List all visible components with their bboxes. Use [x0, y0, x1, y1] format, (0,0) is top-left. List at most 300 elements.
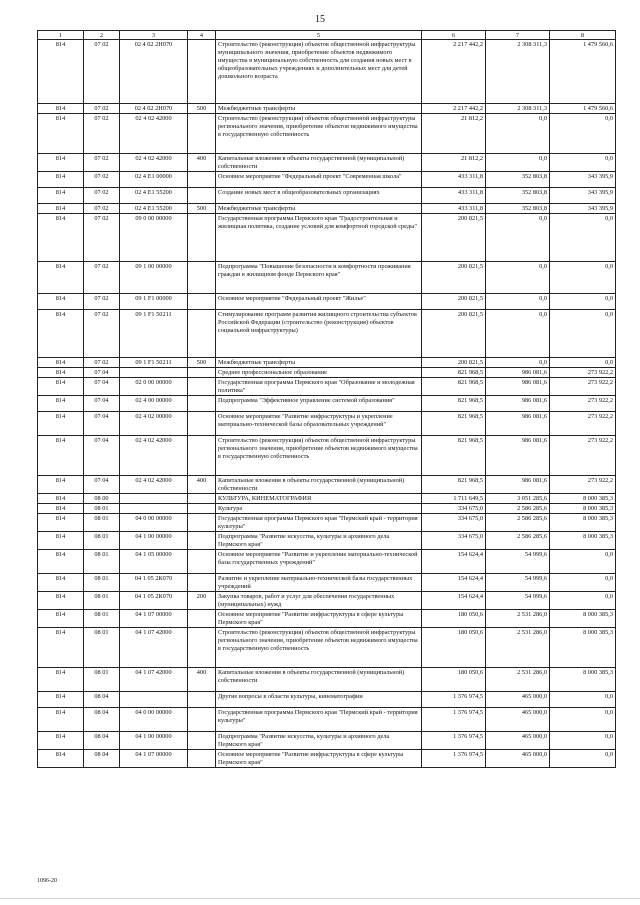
cell-target-article: 04 1 05 2К070: [120, 574, 188, 592]
cell-amount-3: 0,0: [550, 750, 616, 768]
cell-name: Государственная программа Пермского края "Пермский край - территория культуры": [216, 708, 422, 732]
cell-admin-code: 814: [38, 436, 84, 476]
cell-amount-1: 1 711 649,5: [422, 494, 486, 504]
cell-amount-3: 0,0: [550, 550, 616, 574]
cell-admin-code: 814: [38, 368, 84, 378]
cell-section: 08 04: [84, 692, 120, 708]
cell-amount-3: 343 395,9: [550, 188, 616, 204]
cell-expense-type: 500: [188, 358, 216, 368]
cell-expense-type: [188, 310, 216, 358]
cell-section: 08 01: [84, 504, 120, 514]
cell-amount-2: 2 586 285,6: [486, 532, 550, 550]
cell-expense-type: 400: [188, 154, 216, 172]
cell-expense-type: [188, 396, 216, 412]
cell-name: Государственная программа Пермского края "Пермский край - территория культуры": [216, 514, 422, 532]
cell-admin-code: 814: [38, 494, 84, 504]
cell-amount-3: 273 922,2: [550, 368, 616, 378]
cell-admin-code: 814: [38, 114, 84, 154]
cell-section: 07 02: [84, 214, 120, 262]
cell-amount-1: 180 050,6: [422, 668, 486, 692]
cell-name: Подпрограмма "Развитие искусства, культуры и архивного дела Пермского края": [216, 532, 422, 550]
cell-amount-3: 8 000 385,3: [550, 504, 616, 514]
cell-admin-code: 814: [38, 750, 84, 768]
table-row: [38, 412, 616, 436]
column-header: 4: [188, 31, 216, 40]
cell-admin-code: 814: [38, 358, 84, 368]
cell-admin-code: 814: [38, 204, 84, 214]
cell-section: 08 01: [84, 610, 120, 628]
cell-amount-1: 200 821,5: [422, 294, 486, 310]
cell-amount-1: 821 968,5: [422, 412, 486, 436]
cell-name: Строительство (реконструкция) объектов общественной инфраструктуры регионального значения, приобретение объектов недвижимого имущества в государственную собственность: [216, 628, 422, 668]
cell-amount-1: 154 624,4: [422, 574, 486, 592]
cell-section: 07 02: [84, 40, 120, 104]
cell-amount-2: 2 531 286,0: [486, 628, 550, 668]
cell-amount-3: 0,0: [550, 358, 616, 368]
cell-expense-type: 200: [188, 592, 216, 610]
table-row: [38, 204, 616, 214]
cell-target-article: 04 1 00 00000: [120, 732, 188, 750]
cell-section: 07 02: [84, 310, 120, 358]
cell-amount-2: 54 999,6: [486, 592, 550, 610]
cell-name: Капитальные вложения в объекты государственной (муниципальной) собственности: [216, 476, 422, 494]
cell-expense-type: [188, 610, 216, 628]
cell-section: 08 04: [84, 708, 120, 732]
cell-admin-code: 814: [38, 396, 84, 412]
cell-amount-3: 0,0: [550, 732, 616, 750]
cell-amount-3: 0,0: [550, 692, 616, 708]
cell-admin-code: 814: [38, 40, 84, 104]
cell-amount-1: 821 968,5: [422, 436, 486, 476]
cell-amount-3: 8 000 385,3: [550, 532, 616, 550]
cell-section: 07 02: [84, 154, 120, 172]
cell-expense-type: [188, 532, 216, 550]
cell-amount-3: 273 922,2: [550, 476, 616, 494]
cell-target-article: 02 4 02 42000: [120, 114, 188, 154]
cell-amount-3: 0,0: [550, 310, 616, 358]
cell-amount-2: 0,0: [486, 294, 550, 310]
cell-section: 07 04: [84, 436, 120, 476]
cell-admin-code: 814: [38, 378, 84, 396]
cell-amount-1: 433 311,8: [422, 204, 486, 214]
cell-amount-2: 2 586 285,6: [486, 514, 550, 532]
cell-name: Капитальные вложения в объекты государственной (муниципальной) собственности: [216, 154, 422, 172]
cell-amount-2: 0,0: [486, 114, 550, 154]
cell-amount-1: 200 821,5: [422, 358, 486, 368]
cell-amount-3: 0,0: [550, 214, 616, 262]
cell-amount-3: 8 000 385,3: [550, 668, 616, 692]
cell-target-article: 04 1 07 42000: [120, 628, 188, 668]
cell-target-article: [120, 494, 188, 504]
cell-admin-code: 814: [38, 294, 84, 310]
cell-target-article: 09 1 F1 50211: [120, 310, 188, 358]
column-header: 1: [38, 31, 84, 40]
cell-expense-type: [188, 172, 216, 188]
column-header: 2: [84, 31, 120, 40]
table-row: [38, 294, 616, 310]
cell-amount-1: 433 311,8: [422, 188, 486, 204]
cell-target-article: 09 1 F1 50211: [120, 358, 188, 368]
cell-name: Строительство (реконструкция) объектов общественной инфраструктуры регионального значения, приобретение объектов недвижимого имущества в государственную собственность: [216, 436, 422, 476]
cell-amount-1: 154 624,4: [422, 592, 486, 610]
table-row: [38, 172, 616, 188]
cell-amount-3: 0,0: [550, 154, 616, 172]
table-row: [38, 214, 616, 262]
cell-target-article: 02 4 02 42000: [120, 154, 188, 172]
cell-admin-code: 814: [38, 628, 84, 668]
cell-admin-code: 814: [38, 214, 84, 262]
cell-target-article: 02 4 02 00000: [120, 412, 188, 436]
cell-admin-code: 814: [38, 668, 84, 692]
cell-amount-2: 986 081,6: [486, 476, 550, 494]
table-row: [38, 592, 616, 610]
cell-section: 07 02: [84, 204, 120, 214]
cell-amount-2: 986 081,6: [486, 368, 550, 378]
cell-expense-type: [188, 294, 216, 310]
cell-expense-type: [188, 494, 216, 504]
cell-amount-2: 2 586 285,6: [486, 504, 550, 514]
cell-target-article: 02 4 Е1 00000: [120, 172, 188, 188]
table-row: [38, 628, 616, 668]
cell-amount-1: 821 968,5: [422, 378, 486, 396]
cell-section: 07 02: [84, 104, 120, 114]
column-header: 7: [486, 31, 550, 40]
page-number: 15: [315, 14, 325, 25]
cell-amount-3: 273 922,2: [550, 436, 616, 476]
table-row: [38, 750, 616, 768]
cell-expense-type: [188, 550, 216, 574]
cell-target-article: 04 1 07 00000: [120, 610, 188, 628]
cell-admin-code: 814: [38, 592, 84, 610]
cell-name: КУЛЬТУРА, КИНЕМАТОГРАФИЯ: [216, 494, 422, 504]
cell-expense-type: [188, 574, 216, 592]
cell-amount-1: 334 675,0: [422, 532, 486, 550]
table-row: [38, 188, 616, 204]
cell-name: Подпрограмма "Развитие искусства, культуры и архивного дела Пермского края": [216, 732, 422, 750]
cell-amount-1: 433 311,8: [422, 172, 486, 188]
cell-amount-3: 1 479 560,6: [550, 104, 616, 114]
cell-amount-1: 21 812,2: [422, 114, 486, 154]
cell-section: 08 01: [84, 592, 120, 610]
cell-target-article: 04 1 07 42000: [120, 668, 188, 692]
cell-admin-code: 814: [38, 504, 84, 514]
cell-expense-type: [188, 40, 216, 104]
table-row: [38, 358, 616, 368]
cell-expense-type: [188, 378, 216, 396]
cell-name: Строительство (реконструкция) объектов общественной инфраструктуры муниципального значения, приобретение объектов недвижимого имущества в муниципальную собственность для создания новых мест в общеобразовательных учреждениях и дополнительных мест для детей дошкольного возраста: [216, 40, 422, 104]
cell-target-article: 02 4 Е1 55200: [120, 204, 188, 214]
cell-amount-2: 0,0: [486, 310, 550, 358]
cell-amount-3: 273 922,2: [550, 378, 616, 396]
cell-target-article: 09 0 00 00000: [120, 214, 188, 262]
cell-expense-type: 500: [188, 104, 216, 114]
table-row: [38, 368, 616, 378]
cell-name: Другие вопросы в области культуры, кинематографии: [216, 692, 422, 708]
cell-expense-type: [188, 188, 216, 204]
table-row: [38, 610, 616, 628]
cell-amount-3: 343 395,9: [550, 172, 616, 188]
cell-expense-type: [188, 214, 216, 262]
cell-section: 08 04: [84, 750, 120, 768]
table-header-row: [38, 31, 616, 40]
cell-section: 07 02: [84, 358, 120, 368]
cell-name: Основное мероприятие "Развитие инфраструктуры и укрепление материально-технической базы образовательных учреждений": [216, 412, 422, 436]
table-row: [38, 114, 616, 154]
table-row: [38, 708, 616, 732]
cell-target-article: 02 4 02 42000: [120, 436, 188, 476]
cell-admin-code: 814: [38, 188, 84, 204]
cell-name: Основное мероприятие "Развитие и укрепление материально-технической базы государственных учреждений": [216, 550, 422, 574]
cell-amount-2: 986 081,6: [486, 396, 550, 412]
cell-amount-1: 200 821,5: [422, 310, 486, 358]
cell-amount-1: 1 376 974,5: [422, 692, 486, 708]
cell-amount-3: 0,0: [550, 294, 616, 310]
cell-admin-code: 814: [38, 574, 84, 592]
cell-target-article: 09 1 00 00000: [120, 262, 188, 294]
cell-section: 07 02: [84, 262, 120, 294]
cell-admin-code: 814: [38, 514, 84, 532]
cell-name: Подпрограмма "Повышение безопасности и комфортности проживания граждан в жилищном фонде Пермского края": [216, 262, 422, 294]
cell-admin-code: 814: [38, 732, 84, 750]
cell-expense-type: [188, 708, 216, 732]
cell-section: 07 04: [84, 396, 120, 412]
cell-amount-1: 1 376 974,5: [422, 708, 486, 732]
cell-amount-2: 352 803,8: [486, 204, 550, 214]
cell-section: 07 02: [84, 172, 120, 188]
cell-amount-1: 334 675,0: [422, 504, 486, 514]
cell-expense-type: 400: [188, 476, 216, 494]
cell-amount-2: 3 051 285,6: [486, 494, 550, 504]
cell-expense-type: [188, 628, 216, 668]
cell-target-article: 02 4 02 42000: [120, 476, 188, 494]
table-row: [38, 550, 616, 574]
table-row: [38, 310, 616, 358]
cell-name: Закупка товаров, работ и услуг для обеспечения государственных (муниципальных) нужд: [216, 592, 422, 610]
cell-amount-2: 352 803,8: [486, 188, 550, 204]
cell-name: Межбюджетные трансферты: [216, 358, 422, 368]
cell-section: 08 01: [84, 574, 120, 592]
cell-section: 08 01: [84, 668, 120, 692]
cell-amount-2: 0,0: [486, 214, 550, 262]
cell-expense-type: [188, 732, 216, 750]
cell-amount-2: 2 308 311,3: [486, 104, 550, 114]
cell-name: Основное мероприятие "Федеральный проект "Современная школа": [216, 172, 422, 188]
cell-admin-code: 814: [38, 550, 84, 574]
cell-expense-type: [188, 514, 216, 532]
cell-expense-type: [188, 504, 216, 514]
cell-amount-3: 0,0: [550, 708, 616, 732]
cell-target-article: [120, 368, 188, 378]
cell-section: 07 04: [84, 378, 120, 396]
cell-amount-2: 0,0: [486, 358, 550, 368]
cell-target-article: 04 0 00 00000: [120, 708, 188, 732]
cell-expense-type: [188, 412, 216, 436]
column-header: 5: [216, 31, 422, 40]
cell-amount-2: 986 081,6: [486, 378, 550, 396]
cell-amount-2: 2 531 286,0: [486, 668, 550, 692]
cell-section: 08 01: [84, 514, 120, 532]
cell-target-article: 02 0 00 00000: [120, 378, 188, 396]
cell-target-article: 04 1 05 2К070: [120, 592, 188, 610]
cell-name: Основное мероприятие "Развитие инфраструктуры в сфере культуры Пермского края": [216, 750, 422, 768]
cell-amount-2: 2 308 311,3: [486, 40, 550, 104]
cell-target-article: 09 1 F1 00000: [120, 294, 188, 310]
cell-amount-2: 986 081,6: [486, 436, 550, 476]
cell-admin-code: 814: [38, 708, 84, 732]
cell-amount-1: 200 821,5: [422, 262, 486, 294]
cell-target-article: 02 4 02 2Н070: [120, 40, 188, 104]
cell-name: Межбюджетные трансферты: [216, 104, 422, 114]
cell-section: 07 02: [84, 188, 120, 204]
column-header: 6: [422, 31, 486, 40]
column-header: 3: [120, 31, 188, 40]
cell-section: 07 04: [84, 368, 120, 378]
cell-name: Подпрограмма "Эффективное управление системой образования": [216, 396, 422, 412]
cell-admin-code: 814: [38, 104, 84, 114]
cell-amount-1: 180 050,6: [422, 610, 486, 628]
table-row: [38, 436, 616, 476]
cell-amount-2: 986 081,6: [486, 412, 550, 436]
table-row: [38, 476, 616, 494]
cell-amount-2: 465 000,0: [486, 732, 550, 750]
cell-name: Развитие и укрепление материально-технической базы государственных учреждений: [216, 574, 422, 592]
cell-admin-code: 814: [38, 692, 84, 708]
cell-name: Основное мероприятие "Развитие инфраструктуры в сфере культуры Пермского края": [216, 610, 422, 628]
cell-amount-1: 821 968,5: [422, 396, 486, 412]
cell-amount-3: 0,0: [550, 574, 616, 592]
table-row: [38, 532, 616, 550]
table-row: [38, 40, 616, 104]
cell-target-article: 02 4 02 2Н070: [120, 104, 188, 114]
cell-amount-3: 8 000 385,3: [550, 514, 616, 532]
cell-admin-code: 814: [38, 310, 84, 358]
cell-amount-3: 8 000 385,3: [550, 628, 616, 668]
cell-amount-3: 0,0: [550, 114, 616, 154]
cell-amount-3: 273 922,2: [550, 396, 616, 412]
cell-amount-1: 1 376 974,5: [422, 750, 486, 768]
cell-expense-type: 400: [188, 668, 216, 692]
cell-section: 07 04: [84, 476, 120, 494]
cell-amount-1: 2 217 442,2: [422, 104, 486, 114]
budget-table: [37, 30, 616, 768]
document-code: 1096-20: [37, 878, 57, 884]
cell-name: Государственная программа Пермского края "Образование и молодежная политика": [216, 378, 422, 396]
cell-admin-code: 814: [38, 172, 84, 188]
cell-name: Основное мероприятие "Федеральный проект "Жилье": [216, 294, 422, 310]
cell-name: Среднее профессиональное образование: [216, 368, 422, 378]
cell-amount-2: 465 000,0: [486, 708, 550, 732]
cell-target-article: [120, 692, 188, 708]
cell-amount-3: 343 395,9: [550, 204, 616, 214]
cell-amount-2: 54 999,6: [486, 574, 550, 592]
cell-target-article: 04 1 05 00000: [120, 550, 188, 574]
cell-expense-type: [188, 436, 216, 476]
cell-target-article: 02 4 00 00000: [120, 396, 188, 412]
cell-section: 08 04: [84, 732, 120, 750]
cell-admin-code: 814: [38, 532, 84, 550]
cell-amount-2: 465 000,0: [486, 750, 550, 768]
cell-amount-1: 821 968,5: [422, 368, 486, 378]
cell-admin-code: 814: [38, 262, 84, 294]
cell-expense-type: [188, 114, 216, 154]
cell-amount-1: 200 821,5: [422, 214, 486, 262]
cell-section: 07 04: [84, 412, 120, 436]
cell-section: 08 00: [84, 494, 120, 504]
table-row: [38, 574, 616, 592]
cell-admin-code: 814: [38, 412, 84, 436]
cell-amount-1: 180 050,6: [422, 628, 486, 668]
cell-amount-3: 273 922,2: [550, 412, 616, 436]
cell-admin-code: 814: [38, 610, 84, 628]
cell-amount-2: 0,0: [486, 262, 550, 294]
cell-section: 07 02: [84, 294, 120, 310]
cell-name: Создание новых мест в общеобразовательных организациях: [216, 188, 422, 204]
cell-amount-2: 465 000,0: [486, 692, 550, 708]
cell-amount-1: 821 968,5: [422, 476, 486, 494]
cell-amount-3: 8 000 385,3: [550, 494, 616, 504]
table-row: [38, 732, 616, 750]
cell-amount-3: 1 479 560,6: [550, 40, 616, 104]
table-row: [38, 154, 616, 172]
cell-target-article: 04 1 07 00000: [120, 750, 188, 768]
table-row: [38, 692, 616, 708]
table-row: [38, 378, 616, 396]
cell-expense-type: [188, 368, 216, 378]
cell-expense-type: [188, 692, 216, 708]
column-header: 8: [550, 31, 616, 40]
cell-name: Стимулирование программ развития жилищного строительства субъектов Российской Федерации (строительство (реконструкция) объектов социальной инфраструктуры): [216, 310, 422, 358]
table-row: [38, 262, 616, 294]
cell-name: Культура: [216, 504, 422, 514]
cell-section: 08 01: [84, 550, 120, 574]
cell-name: Капитальные вложения в объекты государственной (муниципальной) собственности: [216, 668, 422, 692]
cell-section: 08 01: [84, 532, 120, 550]
cell-amount-2: 352 803,8: [486, 172, 550, 188]
table-row: [38, 396, 616, 412]
cell-name: Строительство (реконструкция) объектов общественной инфраструктуры регионального значения, приобретение объектов недвижимого имущества в государственную собственность: [216, 114, 422, 154]
cell-amount-3: 0,0: [550, 592, 616, 610]
cell-amount-3: 8 000 385,3: [550, 610, 616, 628]
cell-target-article: 04 0 00 00000: [120, 514, 188, 532]
table-row: [38, 668, 616, 692]
cell-expense-type: 500: [188, 204, 216, 214]
cell-amount-2: 2 531 286,0: [486, 610, 550, 628]
table-row: [38, 504, 616, 514]
scan-edge-divider: [0, 898, 640, 899]
cell-expense-type: [188, 262, 216, 294]
cell-name: Межбюджетные трансферты: [216, 204, 422, 214]
cell-amount-2: 0,0: [486, 154, 550, 172]
cell-amount-3: 0,0: [550, 262, 616, 294]
cell-amount-1: 1 376 974,5: [422, 732, 486, 750]
cell-amount-1: 154 624,4: [422, 550, 486, 574]
cell-amount-1: 21 812,2: [422, 154, 486, 172]
table-row: [38, 514, 616, 532]
table-row: [38, 494, 616, 504]
cell-amount-1: 334 675,0: [422, 514, 486, 532]
cell-admin-code: 814: [38, 476, 84, 494]
cell-name: Государственная программа Пермского края "Градостроительная и жилищная политика, создание условий для комфортной городской среды": [216, 214, 422, 262]
table-row: [38, 104, 616, 114]
table-body: [38, 40, 616, 768]
cell-target-article: [120, 504, 188, 514]
cell-target-article: 04 1 00 00000: [120, 532, 188, 550]
cell-amount-1: 2 217 442,2: [422, 40, 486, 104]
cell-section: 07 02: [84, 114, 120, 154]
cell-admin-code: 814: [38, 154, 84, 172]
cell-target-article: 02 4 Е1 55200: [120, 188, 188, 204]
cell-section: 08 01: [84, 628, 120, 668]
